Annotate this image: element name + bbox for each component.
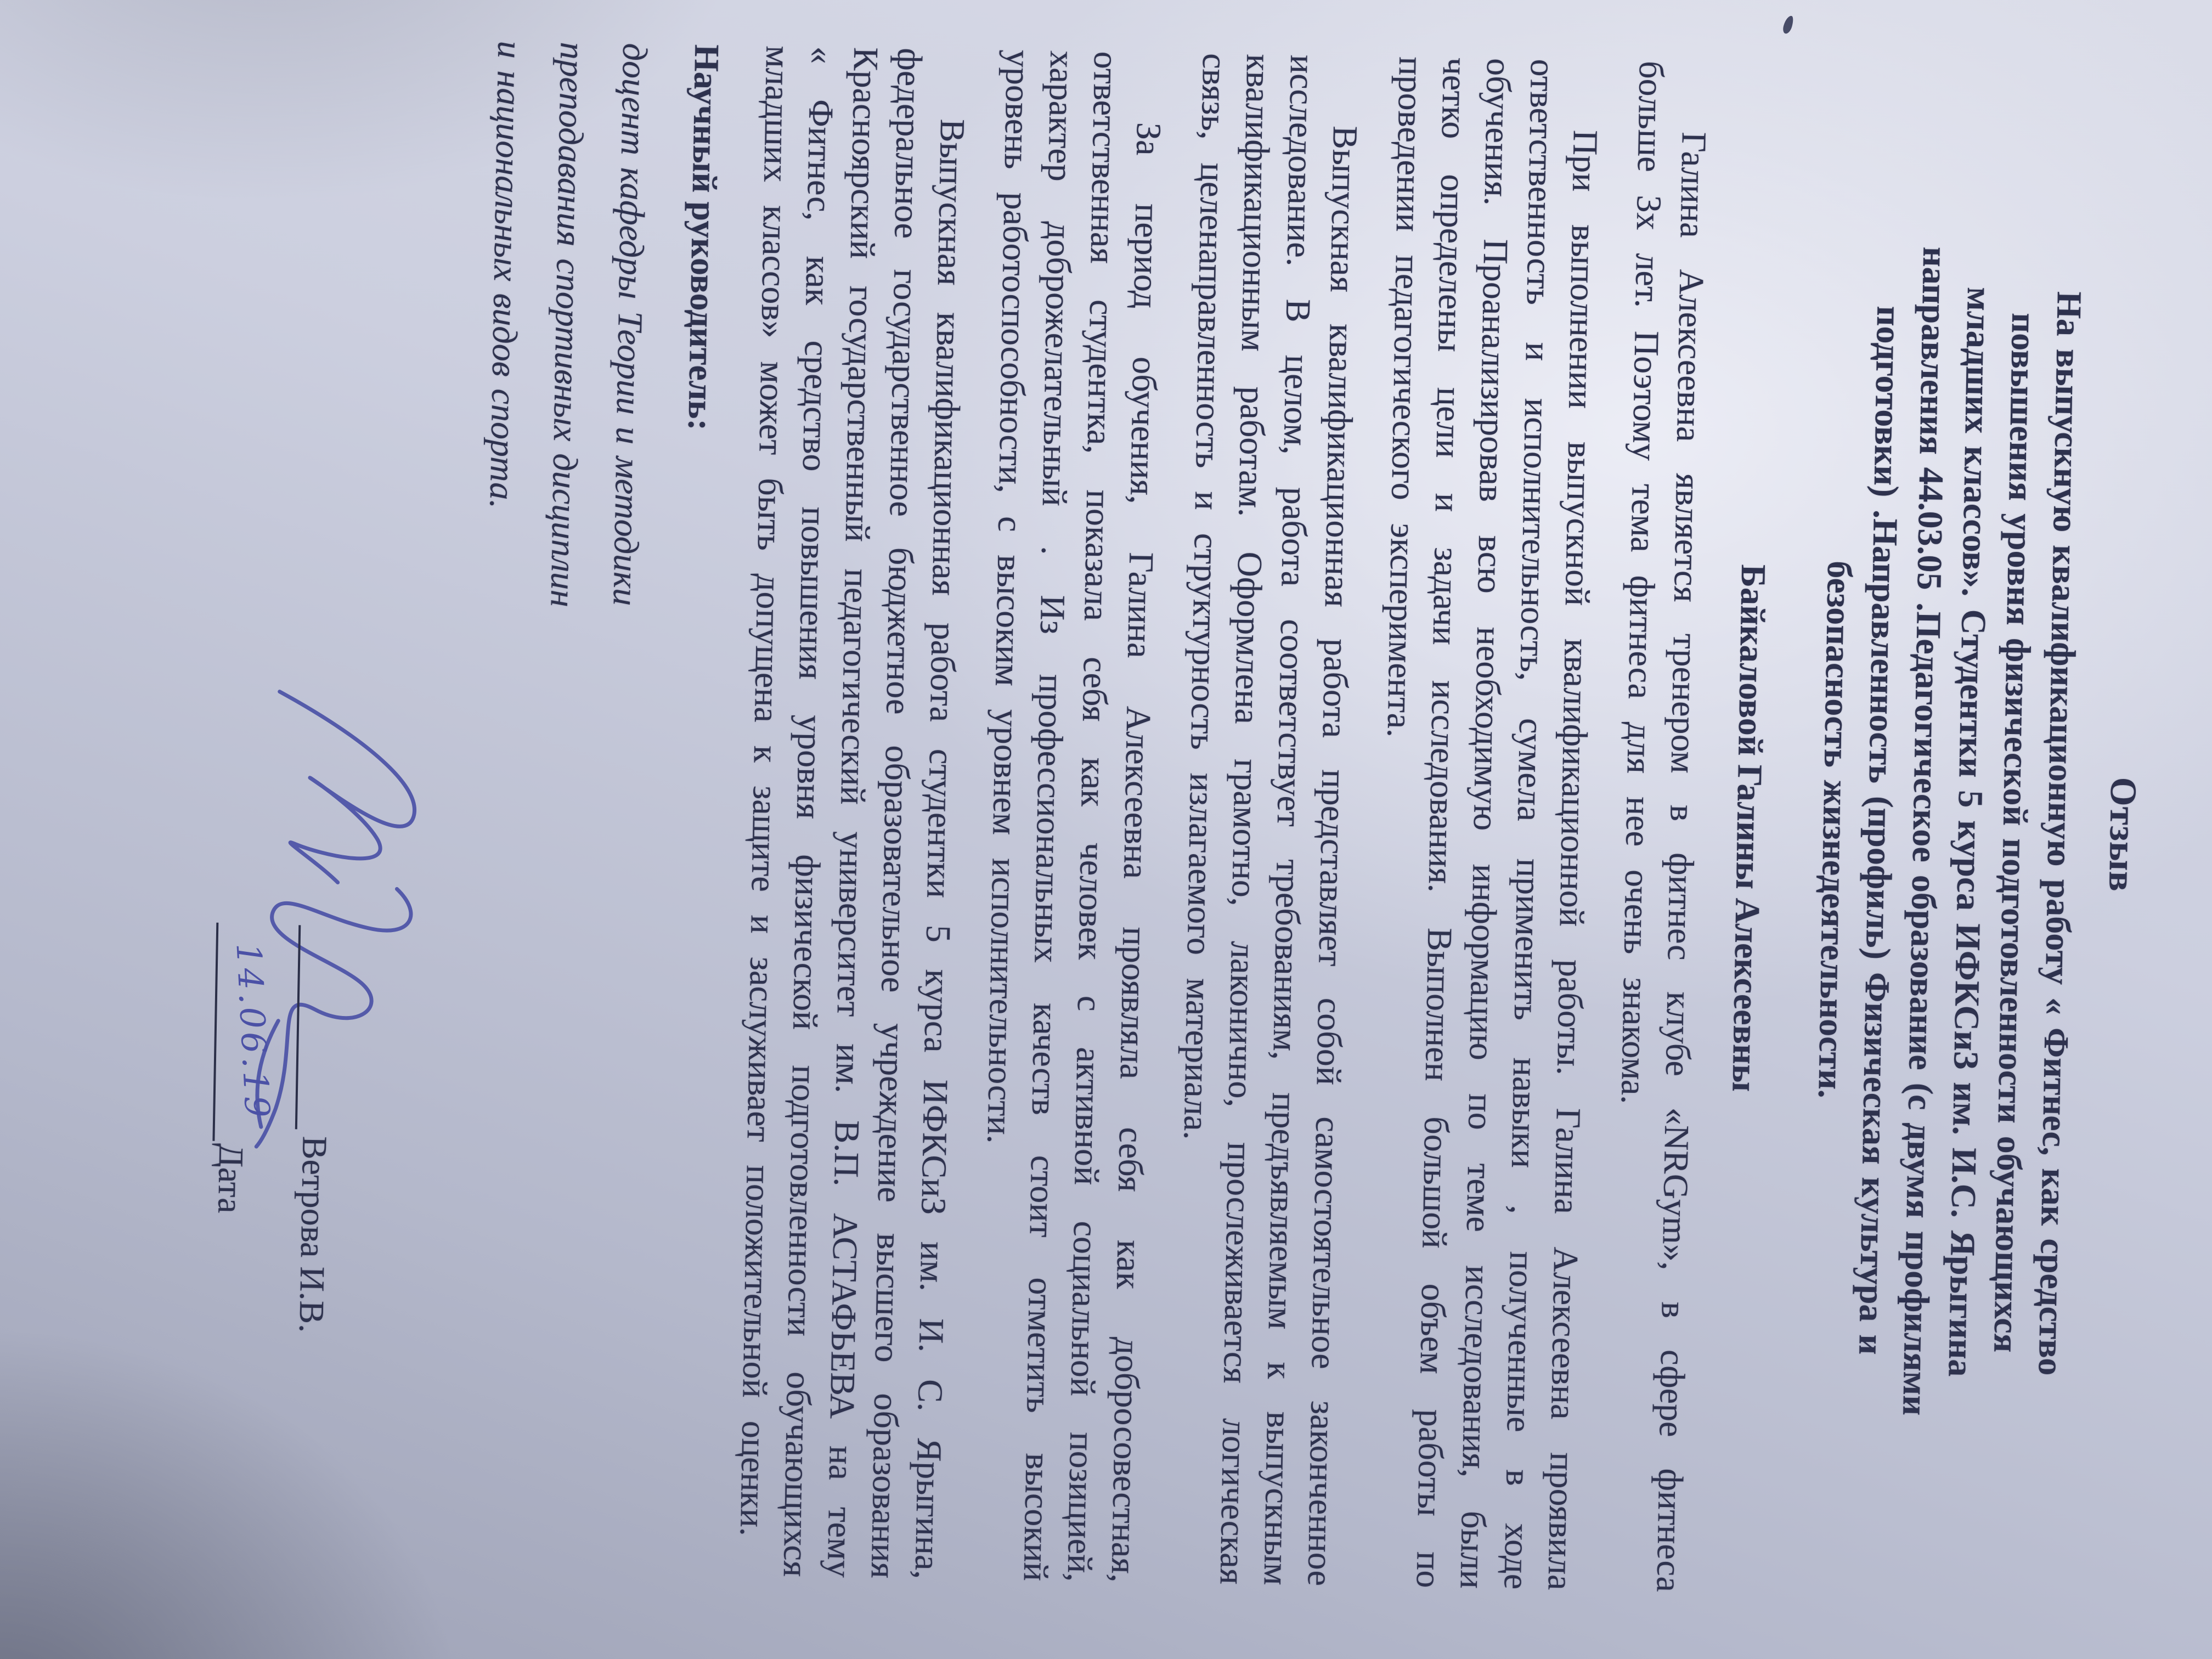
pen-mark	[1782, 15, 1795, 35]
signature-underline	[295, 925, 337, 1130]
body-paragraph: Выпускная квалификационная работа студентки 5 курса ИФКСиЗ им. И. С. Ярыгина, федеральное государственное бюджетное образовательное учреждение высшего образования Красноярский государственный педагогический университет им. В.П. АСТАФЬЕВА на тему « Фитнес, как средство повышения уровня физической подготовленности обучающихся младших классов» может быть допущена к защите и заслуживает положительной оценки.	[732, 45, 973, 1580]
signature-name: Ветрова И.В.	[292, 1136, 335, 1333]
supervisor-position: доцент кафедры Теории и методики преподавания спортивных дисциплин и национальных видов спорта.	[482, 41, 655, 608]
recipient-name: Байкаловой Галины Алексеевны	[1725, 564, 1774, 1092]
supervisor-label: Научный руководитель:	[681, 44, 727, 431]
document-heading: На выпускную квалификационную работу « Фитнес, как средство повышения уровня физической подготовленности обучающихся младших классов». Студентки 5 курса ИФКСиЗ им. И.С. Ярыгина направления 44.03.05 .Педагогическое образование (с двумя профилями подготовки) .Направленность (профиль) Физическая культура и безопасность жизнедеятельности.	[1811, 246, 2089, 1416]
date-handwriting: 14.06.19	[228, 942, 278, 1122]
body-paragraph: Галина Алексеевна является тренером в фитнес клубе «NRGym», в сфере фитнеса больше 3х лет. Поэтому тема фитнеса для нее очень знакома.	[1613, 60, 1714, 1593]
date-underline	[212, 923, 255, 1142]
document-title: Отзыв	[2101, 777, 2145, 893]
body-paragraph: Выпускная квалификационная работа представляет собой самостоятельное законченное исследование. В целом, работа соответствует требованиям, предъявляемым к выпускным квалификационным работам. Оформлена грамотно, лаконично, прослеживается логическая связь, целенаправленность и структурность излагаемого материала.	[1176, 53, 1365, 1587]
body-paragraph: За период обучения, Галина Алексеевна проявляла себя как добросовестная, ответственная студентка, показала себя как человек с активной социальной позицией, характер доброжелательный . Из профессиональных качеств стоит отметить высокий уровень работоспособности, с высоким уровнем исполнительности.	[980, 49, 1169, 1583]
document-page	[0, 31, 2182, 1600]
date-label: Дата	[211, 1143, 251, 1214]
body-paragraph: При выполнении выпускной квалификационной работы. Галина Алексеевна проявила ответственность и исполнительность, сумела применить навыки , полученные в ходе обучения. Проанализировав всю необходимую информацию по теме исследования, были четко определены цели и задачи исследования. Выполнен большой объем работы по проведении педагогического эксперимента.	[1380, 56, 1605, 1591]
